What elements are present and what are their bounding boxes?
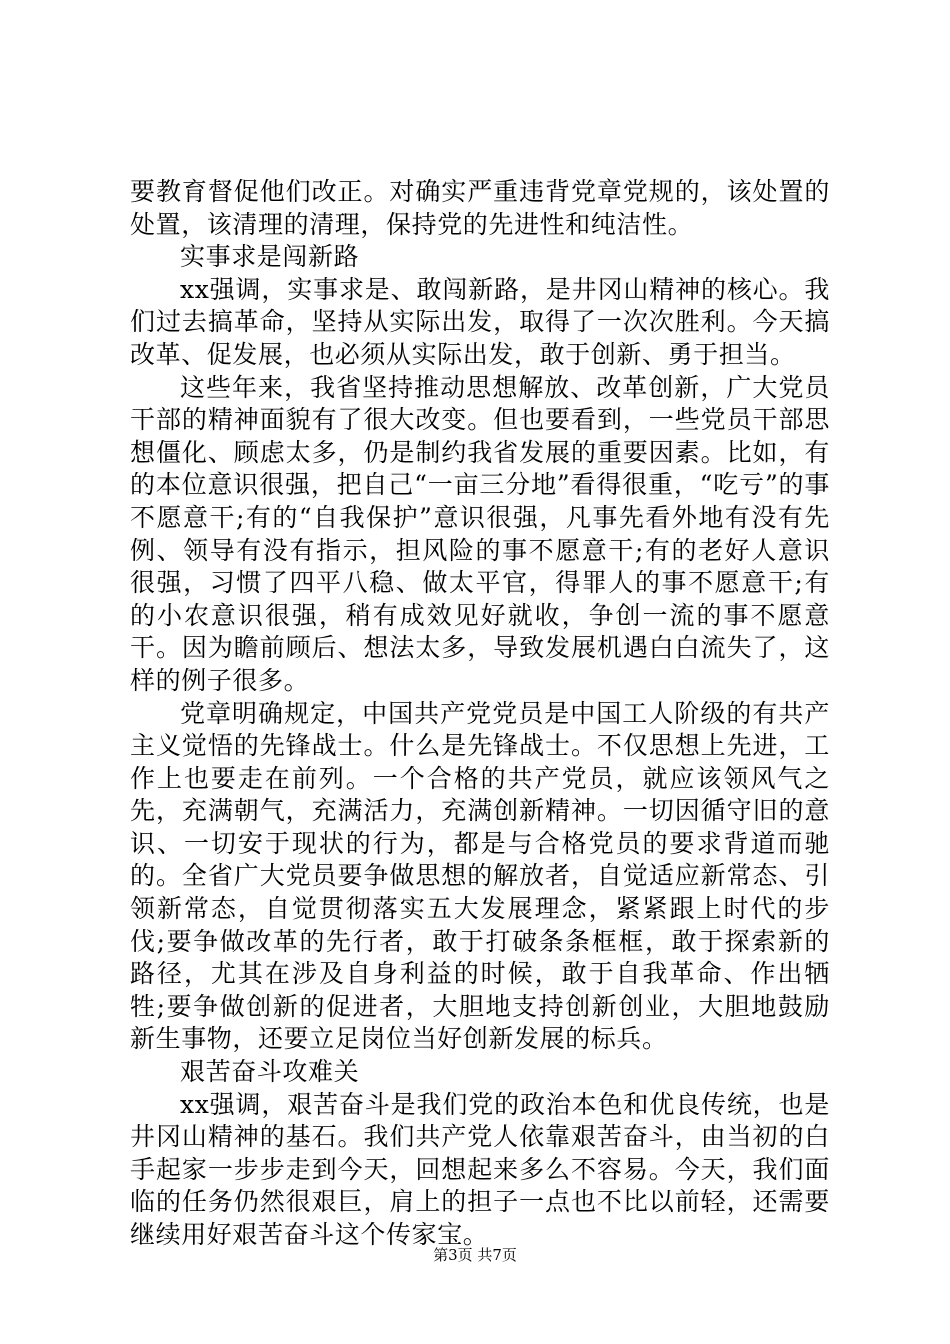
document-body bbox=[130, 176, 830, 1252]
page-number-footer: 第3页 共7页 bbox=[433, 1246, 517, 1264]
paragraph: 这些年来，我省坚持推动思想解放、改革创新，广大党员干部的精神面貌有了很大改变。但也要看到，一些党员干部思想僵化、顾虑太多，仍是制约我省发展的重要因素。比如，有的本位意识很强，把自己“一亩三分地”看得很重，“吃亏”的事不愿意干;有的“自我保护”意识很强，凡事先看外地有没有先例、领导有没有指示，担风险的事不愿意干;有的老好人意识很强，习惯了四平八稳、做太平官，得罪人的事不愿意干;有的小农意识很强，稍有成效见好就收，争创一流的事不愿意干。因为瞻前顾后、想法太多，导致发展机遇白白流失了，这样的例子很多。 bbox=[130, 372, 830, 695]
paragraph: xx强调，艰苦奋斗是我们党的政治本色和优良传统，也是井冈山精神的基石。我们共产党人依靠艰苦奋斗，由当初的白手起家一步步走到今天，回想起来多么不容易。今天，我们面临的任务仍然很艰巨，肩上的担子一点也不比以前轻，还需要继续用好艰苦奋斗这个传家宝。 bbox=[130, 1089, 830, 1249]
paragraph-continuation: 要教育督促他们改正。对确实严重违背党章党规的，该处置的处置，该清理的清理，保持党的先进性和纯洁性。 bbox=[130, 177, 830, 239]
paragraph: 党章明确规定，中国共产党党员是中国工人阶级的有共产主义觉悟的先锋战士。什么是先锋战士。不仅思想上先进，工作上也要走在前列。一个合格的共产党员，就应该领风气之先，充满朝气，充满活力，充满创新精神。一切因循守旧的意识、一切安于现状的行为，都是与合格党员的要求背道而驰的。全省广大党员要争做思想的解放者，自觉适应新常态、引领新常态，自觉贯彻落实五大发展理念，紧紧跟上时代的步伐;要争做改革的先行者，敢于打破条条框框，敢于探索新的路径，尤其在涉及自身利益的时候，敢于自我革命、作出牺牲;要争做创新的促进者，大胆地支持创新创业，大胆地鼓励新生事物，还要立足岗位当好创新发展的标兵。 bbox=[130, 698, 830, 1054]
section-heading-hard-work: 艰苦奋斗攻难关 bbox=[180, 1057, 360, 1087]
section-heading-seek-truth: 实事求是闯新路 bbox=[180, 242, 360, 272]
paragraph: xx强调，实事求是、敢闯新路，是井冈山精神的核心。我们过去搞革命，坚持从实际出发，取得了一次次胜利。今天搞改革、促发展，也必须从实际出发，敢于创新、勇于担当。 bbox=[130, 274, 830, 369]
